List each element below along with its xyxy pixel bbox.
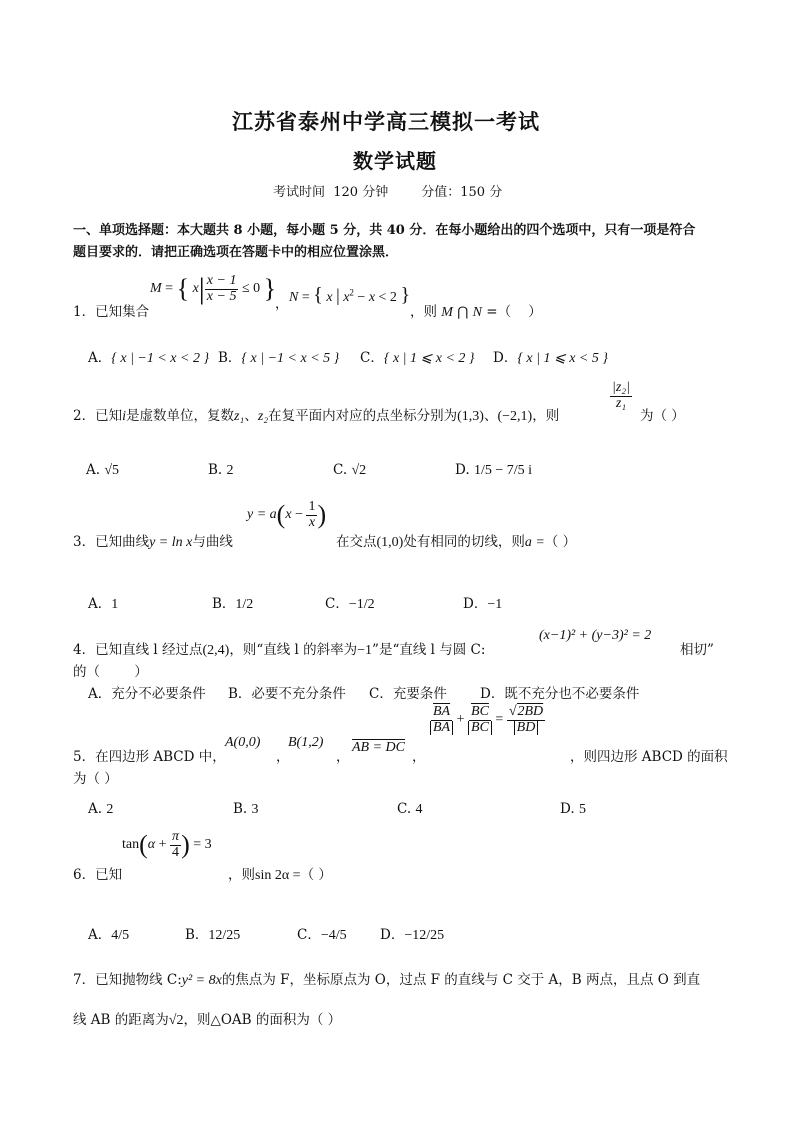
q4-stem: 4．已知直线 l 经过点(2,4)，则“直线 l 的斜率为−1”是“直线 l 与圆 C: <box>73 642 486 658</box>
q5-comma1: ， <box>276 749 290 765</box>
q3-option-a[interactable]: A．1 <box>88 596 119 612</box>
q2-ratio: $\frac{\text{|z₂|}}{\text{z₁}}$ <box>612 380 631 411</box>
q2-stem: 2．已知i是虚数单位，复数z₁、z₂在复平面内对应的点坐标分别为(1,3)、(−2,1)，则 <box>73 408 560 424</box>
q4-option-c[interactable]: C．充要条件 <box>369 686 447 702</box>
q3-curve2: y = a ( x − $\frac{1}{x}$ ) <box>247 499 327 530</box>
q6-option-d[interactable]: D．−12/25 <box>380 927 445 943</box>
exam-subtitle: 数学试题 <box>353 149 437 173</box>
q4-stem-end: 相切” <box>680 642 714 658</box>
q2-option-d[interactable]: D. 1/5 − 7/5 i <box>455 462 533 478</box>
q2-option-c[interactable]: C. √2 <box>333 462 367 478</box>
q2-tail: 为（ ） <box>640 408 685 424</box>
section-heading-line2: 题目要求的．请把正确选项在答题卡中的相应位置涂黑． <box>73 245 399 260</box>
q7-line2: 线 AB 的距离为√2，则△OAB 的面积为（ ） <box>73 1012 342 1028</box>
q5-point-a: A(0,0) <box>225 735 261 750</box>
q1-option-d[interactable]: D．{ x | 1 ⩽ x < 5 } <box>493 350 608 366</box>
q1-stem-prefix: 1．已知集合 <box>73 304 150 320</box>
q1-ask: ，则 M ⋂ N =（ ） <box>410 304 542 320</box>
q5-stem-2: ，则四边形 ABCD 的面积 <box>570 749 728 765</box>
q6-stem: 6．已知 <box>73 867 123 883</box>
q5-comma3: ， <box>412 749 426 765</box>
q3-stem: 3．已知曲线y = ln x与曲线 <box>73 534 233 550</box>
q4-option-a[interactable]: A．充分不必要条件 <box>88 686 206 702</box>
q4-option-b[interactable]: B．必要不充分条件 <box>228 686 346 702</box>
q5-option-c[interactable]: C. 4 <box>397 801 423 817</box>
q4-circle: (x−1)² + (y−3)² = 2 <box>539 628 652 643</box>
q6-option-c[interactable]: C．−4/5 <box>297 927 347 943</box>
q6-expression: tan ( α + $\frac{\pi}{4}$ ) = 3 <box>122 829 212 860</box>
q3-option-b[interactable]: B．1/2 <box>212 596 254 612</box>
q2-option-b[interactable]: B. 2 <box>208 462 234 478</box>
q5-stem-3: 为（ ） <box>73 771 118 787</box>
q5-vector-sum: $\frac{\overline{BA}}{BA}$ + $\frac{\overline{BC}}{BC}$ = $\frac{√2\overline{BD}}{BD}$ <box>430 705 545 735</box>
q5-comma2: ， <box>336 749 350 765</box>
q1-option-b[interactable]: B．{ x | −1 < x < 5 } <box>218 350 340 366</box>
q6-stem-2: ，则sin 2α =（ ） <box>228 867 332 883</box>
q5-point-b: B(1,2) <box>288 735 324 750</box>
q1-option-a[interactable]: A．{ x | −1 < x < 2 } <box>88 350 210 366</box>
q3-option-c[interactable]: C．−1/2 <box>325 596 375 612</box>
exam-title: 江苏省泰州中学高三模拟一考试 <box>232 109 540 134</box>
q5-stem: 5．在四边形 ABCD 中， <box>73 749 226 765</box>
q3-stem-2: 在交点(1,0)处有相同的切线，则a =（ ） <box>336 534 577 550</box>
q5-option-b[interactable]: B. 3 <box>233 801 259 817</box>
section-heading-line1: 一、单项选择题：本大题共 8 小题，每小题 5 分，共 40 分．在每小题给出的四个选项中，只有一项是符合 <box>73 223 696 238</box>
q1-M-letter: M <box>150 281 162 296</box>
q6-option-a[interactable]: A．4/5 <box>88 927 130 943</box>
q2-option-a[interactable]: A. √5 <box>86 462 120 478</box>
q6-option-b[interactable]: B．12/25 <box>185 927 241 943</box>
q4-option-d[interactable]: D．既不充分也不必要条件 <box>480 686 640 702</box>
q5-option-a[interactable]: A. 2 <box>88 801 114 817</box>
q1-set-N: N = { x | $x^2 - x < 2$ } <box>289 284 411 306</box>
q1-set-M: M = { x | $\frac{x - 1}{x - 5}$ ≤ 0 } <box>150 272 277 305</box>
q1-comma: ， <box>275 296 289 312</box>
exam-info: 考试时间 120 分钟 分值：150 分 <box>273 185 503 200</box>
q5-option-d[interactable]: D. 5 <box>560 801 586 817</box>
q1-option-c[interactable]: C．{ x | 1 ⩽ x < 2 } <box>360 350 475 366</box>
q5-vector-eq: AB = DC <box>352 740 405 755</box>
q3-option-d[interactable]: D．−1 <box>463 596 503 612</box>
q4-stem-2: 的（ ） <box>73 664 148 680</box>
q7-line1: 7．已知抛物线 C:y² = 8x的焦点为 F，坐标原点为 O，过点 F 的直线与 C 交于 A，B 两点，且点 O 到直 <box>73 972 701 988</box>
